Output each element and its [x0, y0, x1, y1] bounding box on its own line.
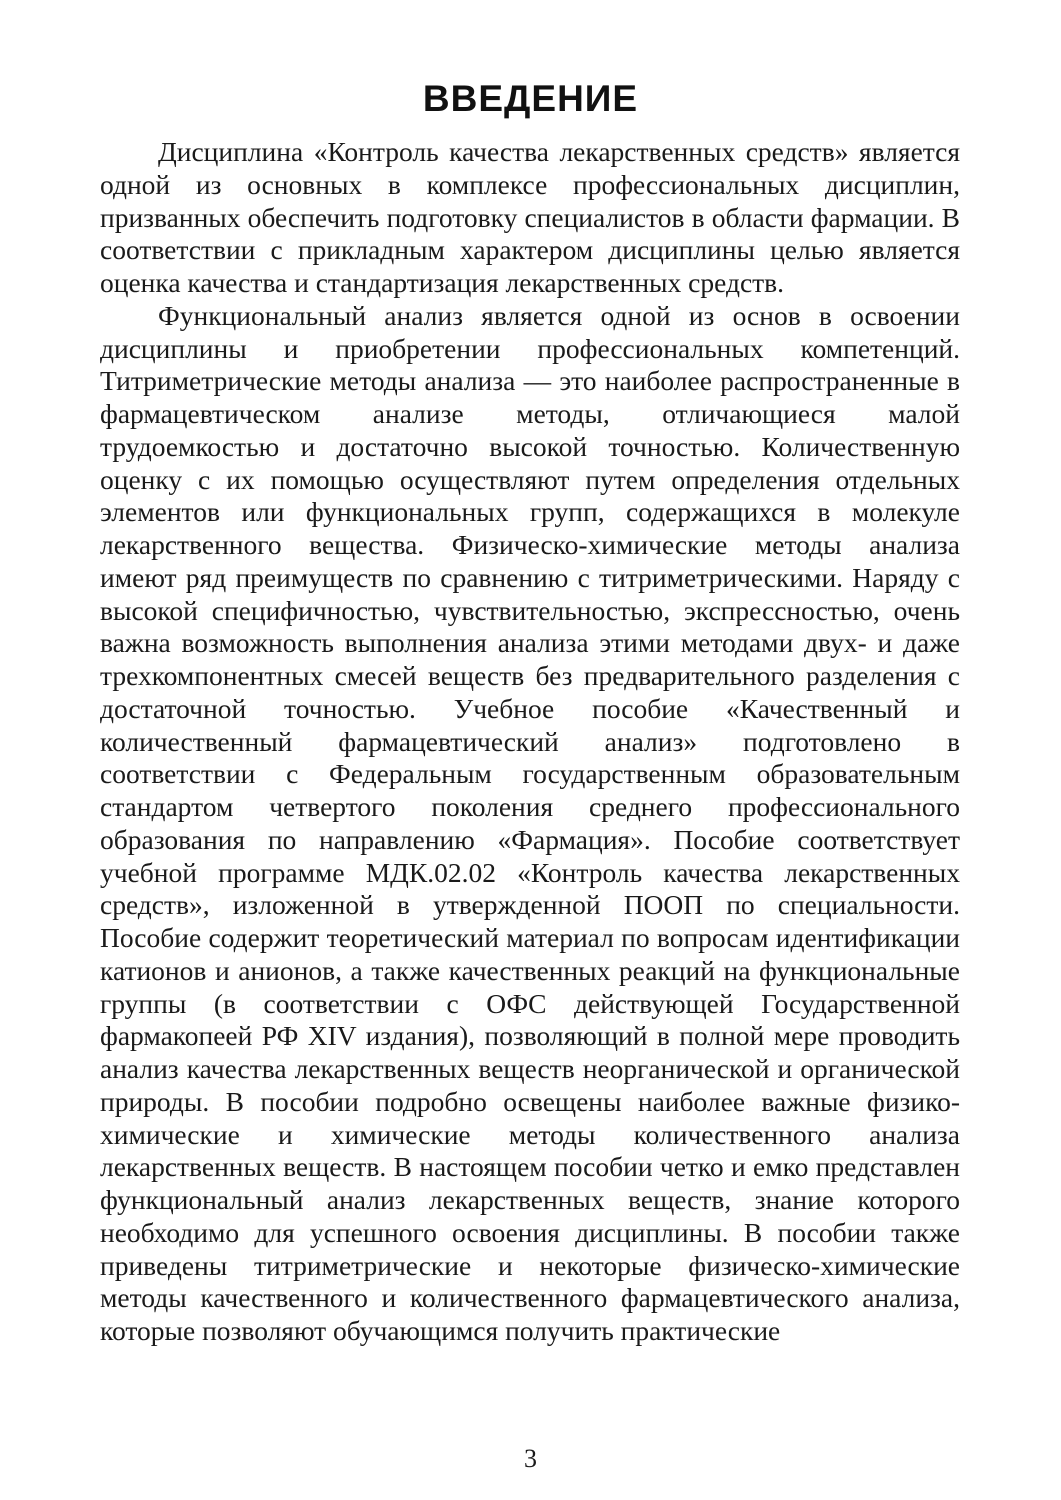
paragraph-intro: Дисциплина «Контроль качества лекарственных средств» является одной из основных в комплексе профессиональных дисциплин, призванных обеспечить подготовку специалистов в области фармации. В соответствии с прикладным характером дисциплины целью является оценка качества и стандартизация лекарственных средств. — [100, 136, 960, 298]
page-number: 3 — [524, 1444, 537, 1473]
paragraph-functional-analysis: Функциональный анализ является одной из основ в освоении дисциплины и приобретении профессиональных компетенций. Титриметрические методы анализа — это наиболее распространенные в фармацевтическом анализе методы, отличающиеся малой трудоемкостью и достаточно высокой точностью. Количественную оценку с их помощью осуществляют путем определения отдельных элементов или функциональных групп, содержащихся в молекуле лекарственного вещества. Физическо-химические методы анализа имеют ряд преимуществ по сравнению с титриметрическими. Наряду с высокой специфичностью, чувствительностью, экспрессностью, очень важна возможность выполнения анализа этими методами двух- и даже трехкомпонентных смесей веществ без предварительного разделения с достаточной точностью. Учебное пособие «Качественный и количественный фармацевтический анализ» подготовлено в соответствии с Федеральным государственным образовательным стандартом четвертого поколения среднего профессионального образования по направлению «Фармация». Пособие соответствует учебной программе МДК.02.02 «Контроль качества лекарственных средств», изложенной в утвержденной ПООП по специальности. Пособие содержит теоретический материал по вопросам идентификации катионов и анионов, а также качественных реакций на функциональные группы (в соответствии с ОФС действующей Государственной фармакопеей РФ XIV издания), позволяющий в полной мере проводить анализ качества лекарственных веществ неорганической и органической природы. В пособии подробно освещены наиболее важные физико-химические и химические методы количественного анализа лекарственных веществ. В настоящем пособии четко и емко представлен функциональный анализ лекарственных веществ, знание которого необходимо для успешного освоения дисциплины. В пособии также приведены титриметрические и некоторые физическо-химические методы качественного и количественного фармацевтического анализа, которые позволяют обучающимся получить практические — [100, 299, 960, 1346]
body-text — [100, 136, 960, 1348]
page-title: ВВЕДЕНИЕ — [422, 78, 639, 119]
